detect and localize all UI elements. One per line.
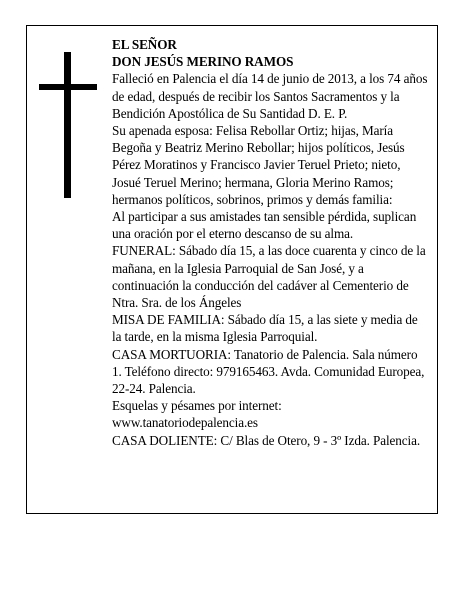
cross-vertical-bar [64,52,71,198]
funeral-info: FUNERAL: Sábado día 15, a las doce cuarenta y cinco de la mañana, en la Iglesia Parroquial de San José, y a continuación la conducción del cadáver al Cementerio de Ntra. Sra. de los Ángeles [112,243,426,311]
death-announcement: Falleció en Palencia el día 14 de junio de 2013, a los 74 años de edad, después de recibir los Santos Sacramentos y la Bendición Apostólica de Su Santidad D. E. P. [112,71,428,121]
funeral-home-info: CASA MORTUORIA: Tanatorio de Palencia. Sala número 1. Teléfono directo: 979165463. Avda. Comunidad Europea, 22-24. Palencia. [112,346,425,397]
family-home-info: CASA DOLIENTE: C/ Blas de Otero, 9 - 3º Izda. Palencia. [112,432,421,448]
cross-horizontal-bar [39,84,97,90]
family-mass-info: MISA DE FAMILIA: Sábado día 15, a las siete y media de la tarde, en la misma Iglesia Parroquial. [112,312,418,345]
cross-icon [39,52,97,198]
title-line-1: EL SEÑOR [112,37,177,52]
prayer-request: Al participar a sus amistades tan sensible pérdida, suplican una oración por el eterno descanso de su alma. [112,209,417,242]
obituary-text [112,36,430,449]
online-condolences-info: Esquelas y pésames por internet: www.tanatoriodepalencia.es [112,398,282,431]
deceased-name: DON JESÚS MERINO RAMOS [112,54,294,70]
family-list: Su apenada esposa: Felisa Rebollar Ortiz; hijas, María Begoña y Beatriz Merino Rebollar; hijos políticos, Jesús Pérez Moratinos y Francisco Javier Teruel Prieto; nieto, Josué Teruel Merino; hermana, Gloria Merino Ramos; hermanos políticos, sobrinos, primos y demás familia: [112,123,405,207]
